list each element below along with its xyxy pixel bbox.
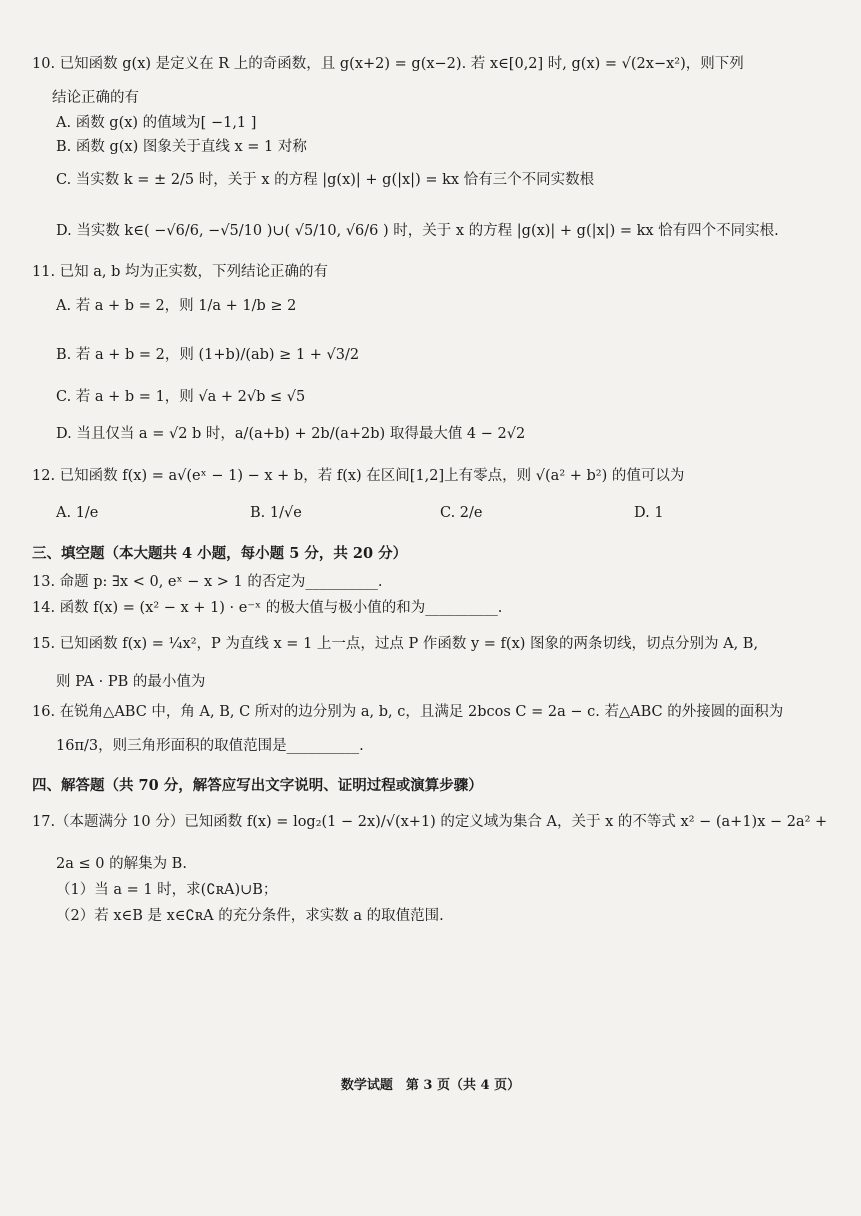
q12-option-a: A. 1/e (56, 505, 99, 521)
q10-stem-line1: 10. 已知函数 g(x) 是定义在 R 上的奇函数，且 g(x+2) = g(x−2). 若 x∈[0,2] 时, g(x) = √(2x−x²)，则下列 (32, 56, 744, 72)
q11-option-a: A. 若 a + b = 2，则 1/a + 1/b ≥ 2 (56, 298, 297, 314)
q11-option-d: D. 当且仅当 a = √2 b 时，a/(a+b) + 2b/(a+2b) 取得最大值 4 − 2√2 (56, 426, 526, 442)
q17-line2: 2a ≤ 0 的解集为 B. (56, 856, 187, 872)
q17-line1: 17.（本题满分 10 分）已知函数 f(x) = log₂(1 − 2x)/√(x+1) 的定义域为集合 A，关于 x 的不等式 x² − (a+1)x − 2a² + (32, 814, 828, 830)
q12-stem: 12. 已知函数 f(x) = a√(eˣ − 1) − x + b，若 f(x) 在区间[1,2]上有零点，则 √(a² + b²) 的值可以为 (32, 468, 685, 484)
q16-line1: 16. 在锐角△ABC 中，角 A, B, C 所对的边分别为 a, b, c，且满足 2bcos C = 2a − c. 若△ABC 的外接圆的面积为 (32, 704, 784, 720)
q10-stem-line2: 结论正确的有 (52, 90, 139, 106)
q11-option-b: B. 若 a + b = 2，则 (1+b)/(ab) ≥ 1 + √3/2 (56, 347, 360, 363)
q10-option-a: A. 函数 g(x) 的值域为[ −1,1 ] (56, 115, 257, 131)
q12-option-b: B. 1/√e (250, 505, 302, 521)
q10-option-b: B. 函数 g(x) 图象关于直线 x = 1 对称 (56, 139, 307, 155)
q11-option-c: C. 若 a + b = 1，则 √a + 2√b ≤ √5 (56, 389, 306, 405)
q17-part2: （2）若 x∈B 是 x∈∁ʀA 的充分条件，求实数 a 的取值范围. (56, 908, 444, 924)
q12-option-d: D. 1 (634, 505, 664, 521)
q12-option-c: C. 2/e (440, 505, 483, 521)
q15-line1: 15. 已知函数 f(x) = ¼x²，P 为直线 x = 1 上一点，过点 P 作函数 y = f(x) 图象的两条切线，切点分别为 A, B, (32, 636, 759, 652)
q14: 14. 函数 f(x) = (x² − x + 1) · e⁻ˣ 的极大值与极小值的和为__________. (32, 600, 503, 616)
section3-heading: 三、填空题（本大题共 4 小题，每小题 5 分，共 20 分） (32, 545, 408, 562)
q13: 13. 命题 p: ∃x < 0, eˣ − x > 1 的否定为__________. (32, 574, 383, 590)
q15-line2: 则 PA · PB 的最小值为 (56, 674, 206, 690)
q10-option-c: C. 当实数 k = ± 2/5 时，关于 x 的方程 |g(x)| + g(|x|) = kx 恰有三个不同实数根 (56, 172, 595, 188)
section4-heading: 四、解答题（共 70 分，解答应写出文字说明、证明过程或演算步骤） (32, 777, 483, 794)
q17-part1: （1）当 a = 1 时，求(∁ʀA)∪B； (56, 882, 278, 898)
q16-line2: 16π/3，则三角形面积的取值范围是__________. (56, 738, 364, 754)
page-footer: 数学试题 第 3 页（共 4 页） (340, 1078, 521, 1093)
q10-option-d: D. 当实数 k∈( −√6/6, −√5/10 )∪( √5/10, √6/6 ) 时，关于 x 的方程 |g(x)| + g(|x|) = kx 恰有四个不同实根. (56, 223, 779, 239)
q11-stem: 11. 已知 a, b 均为正实数，下列结论正确的有 (32, 264, 329, 280)
